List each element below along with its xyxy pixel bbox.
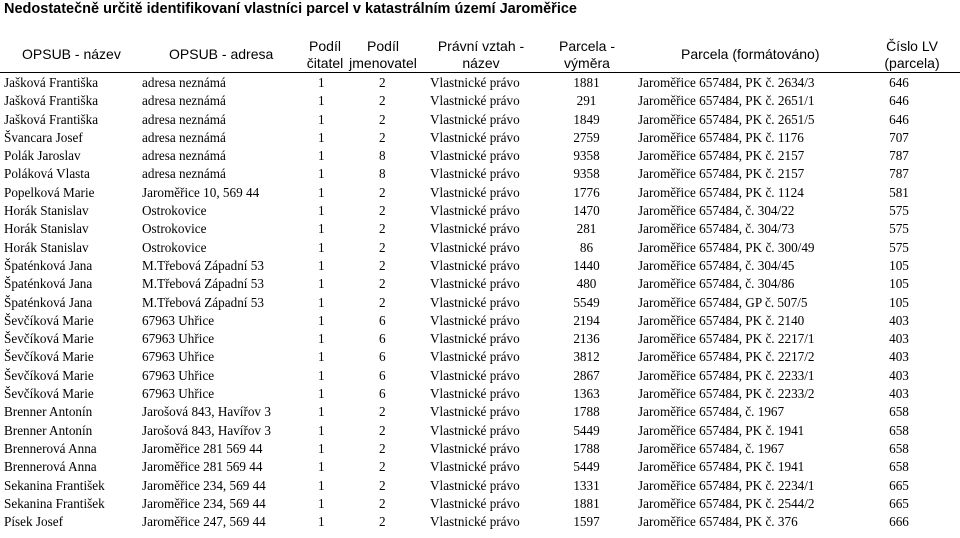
- header-share-denominator-2: jmenovatel: [349, 55, 417, 71]
- cell-parcel-formatted: Jaroměřice 657484, PK č. 2233/1: [638, 367, 815, 383]
- cell-legal-relation: Vlastnické právo: [430, 312, 520, 328]
- cell-owner-name: Ševčíková Marie: [4, 349, 94, 365]
- cell-parcel-formatted: Jaroměřice 657484, PK č. 2544/2: [638, 495, 815, 511]
- cell-lv-number: 105: [889, 276, 909, 292]
- cell-share-numerator: 1: [318, 276, 325, 292]
- cell-lv-number: 658: [889, 422, 909, 438]
- cell-parcel-formatted: Jaroměřice 657484, PK č. 2234/1: [638, 477, 815, 493]
- table-row: [0, 366, 960, 384]
- cell-lv-number: 105: [889, 257, 909, 273]
- cell-owner-address: Ostrokovice: [142, 239, 207, 255]
- cell-owner-address: 67963 Uhřice: [142, 386, 215, 402]
- cell-share-denominator: 8: [379, 166, 386, 182]
- cell-parcel-area: 281: [576, 221, 597, 237]
- cell-parcel-area: 1788: [573, 404, 600, 420]
- table-row: [0, 402, 960, 420]
- header-parcel-area-1: Parcela -: [558, 38, 616, 54]
- cell-parcel-area: 291: [576, 93, 597, 109]
- cell-owner-address: Ostrokovice: [142, 203, 207, 219]
- cell-lv-number: 403: [889, 349, 909, 365]
- cell-share-numerator: 1: [318, 404, 325, 420]
- cell-share-denominator: 2: [379, 422, 386, 438]
- header-share-numerator-2: čitatel: [306, 55, 344, 71]
- cell-owner-name: Písek Josef: [4, 514, 63, 530]
- cell-share-numerator: 1: [318, 349, 325, 365]
- cell-lv-number: 658: [889, 404, 909, 420]
- table-row: [0, 494, 960, 512]
- cell-share-denominator: 2: [379, 477, 386, 493]
- cell-legal-relation: Vlastnické právo: [430, 440, 520, 456]
- table-row: [0, 311, 960, 329]
- table-row: [0, 110, 960, 128]
- cell-owner-name: Ševčíková Marie: [4, 367, 94, 383]
- cell-share-numerator: 1: [318, 367, 325, 383]
- cell-owner-address: Jaroměřice 234, 569 44: [142, 477, 266, 493]
- cell-parcel-area: 2759: [573, 129, 600, 145]
- cell-share-numerator: 1: [318, 312, 325, 328]
- cell-owner-name: Sekanina František: [4, 495, 105, 511]
- table-row: [0, 293, 960, 311]
- cell-owner-address: 67963 Uhřice: [142, 331, 215, 347]
- cell-owner-name: Poláková Vlasta: [4, 166, 90, 182]
- cell-share-numerator: 1: [318, 440, 325, 456]
- cell-parcel-area: 5449: [573, 422, 600, 438]
- cell-parcel-area: 2136: [573, 331, 600, 347]
- cell-owner-name: Jašková Františka: [4, 111, 99, 127]
- cell-share-denominator: 2: [379, 221, 386, 237]
- cell-parcel-area: 5449: [573, 459, 600, 475]
- table-row: [0, 201, 960, 219]
- cell-parcel-area: 3812: [573, 349, 600, 365]
- cell-share-denominator: 2: [379, 495, 386, 511]
- cell-owner-address: M.Třebová Západní 53: [142, 276, 264, 292]
- cell-lv-number: 575: [889, 239, 909, 255]
- cell-owner-name: Ševčíková Marie: [4, 386, 94, 402]
- cell-legal-relation: Vlastnické právo: [430, 404, 520, 420]
- cell-parcel-formatted: Jaroměřice 657484, PK č. 1124: [638, 184, 804, 200]
- table-row: [0, 439, 960, 457]
- cell-share-numerator: 1: [318, 514, 325, 530]
- cell-owner-address: 67963 Uhřice: [142, 349, 215, 365]
- cell-owner-address: Jaroměřice 10, 569 44: [142, 184, 260, 200]
- cell-owner-address: adresa neznámá: [142, 148, 226, 164]
- cell-owner-address: Ostrokovice: [142, 221, 207, 237]
- table-row: [0, 256, 960, 274]
- cell-lv-number: 105: [889, 294, 909, 310]
- cell-lv-number: 658: [889, 440, 909, 456]
- cell-lv-number: 658: [889, 459, 909, 475]
- cell-share-numerator: 1: [318, 477, 325, 493]
- cell-owner-address: M.Třebová Západní 53: [142, 294, 264, 310]
- cell-share-numerator: 1: [318, 75, 325, 90]
- cell-legal-relation: Vlastnické právo: [430, 514, 520, 530]
- cell-owner-name: Brennerová Anna: [4, 440, 97, 456]
- cell-parcel-formatted: Jaroměřice 657484, č. 304/22: [638, 203, 795, 219]
- cell-parcel-formatted: Jaroměřice 657484, GP č. 507/5: [638, 294, 808, 310]
- cell-parcel-area: 1597: [573, 514, 600, 530]
- header-right-2: název: [462, 55, 500, 71]
- table-row: [0, 146, 960, 164]
- cell-parcel-area: 2867: [573, 367, 600, 383]
- cell-parcel-formatted: Jaroměřice 657484, PK č. 2217/1: [638, 331, 815, 347]
- table-row: [0, 274, 960, 292]
- cell-legal-relation: Vlastnické právo: [430, 129, 520, 145]
- cell-owner-address: adresa neznámá: [142, 75, 226, 90]
- cell-parcel-area: 1776: [573, 184, 600, 200]
- cell-owner-address: Jarošová 843, Havířov 3: [142, 404, 271, 420]
- cell-owner-address: adresa neznámá: [142, 111, 226, 127]
- cell-owner-name: Popelková Marie: [4, 184, 95, 200]
- cell-share-numerator: 1: [318, 184, 325, 200]
- cell-parcel-formatted: Jaroměřice 657484, PK č. 1941: [638, 459, 805, 475]
- cell-parcel-formatted: Jaroměřice 657484, č. 1967: [638, 404, 785, 420]
- cell-share-numerator: 1: [318, 93, 325, 109]
- table-row: [0, 91, 960, 109]
- cell-share-denominator: 2: [379, 514, 386, 530]
- cell-parcel-formatted: Jaroměřice 657484, PK č. 2634/3: [638, 75, 815, 90]
- cell-owner-address: Jarošová 843, Havířov 3: [142, 422, 271, 438]
- cell-share-numerator: 1: [318, 386, 325, 402]
- cell-parcel-formatted: Jaroměřice 657484, PK č. 1176: [638, 129, 804, 145]
- cell-legal-relation: Vlastnické právo: [430, 239, 520, 255]
- cell-parcel-formatted: Jaroměřice 657484, PK č. 2157: [638, 148, 805, 164]
- cell-parcel-formatted: Jaroměřice 657484, PK č. 376: [638, 514, 798, 530]
- table-header: [0, 38, 960, 72]
- table-row: [0, 476, 960, 494]
- cell-parcel-area: 5549: [573, 294, 600, 310]
- cell-share-numerator: 1: [318, 422, 325, 438]
- cell-parcel-area: 1788: [573, 440, 600, 456]
- cell-parcel-area: 480: [576, 276, 597, 292]
- cell-legal-relation: Vlastnické právo: [430, 477, 520, 493]
- cell-share-numerator: 1: [318, 203, 325, 219]
- cell-legal-relation: Vlastnické právo: [430, 495, 520, 511]
- table-row: [0, 73, 960, 91]
- cell-owner-name: Brenner Antonín: [4, 404, 93, 420]
- cell-parcel-formatted: Jaroměřice 657484, PK č. 2157: [638, 166, 805, 182]
- cell-legal-relation: Vlastnické právo: [430, 294, 520, 310]
- cell-owner-address: adresa neznámá: [142, 166, 226, 182]
- cell-legal-relation: Vlastnické právo: [430, 422, 520, 438]
- cell-share-numerator: 1: [318, 495, 325, 511]
- cell-owner-address: Jaroměřice 281 569 44: [142, 459, 263, 475]
- cell-parcel-formatted: Jaroměřice 657484, PK č. 1941: [638, 422, 805, 438]
- cell-legal-relation: Vlastnické právo: [430, 203, 520, 219]
- cell-lv-number: 403: [889, 331, 909, 347]
- cell-owner-name: Polák Jaroslav: [4, 148, 81, 164]
- cell-share-denominator: 2: [379, 294, 386, 310]
- cell-lv-number: 646: [889, 75, 909, 90]
- table-row: [0, 238, 960, 256]
- cell-legal-relation: Vlastnické právo: [430, 459, 520, 475]
- cell-legal-relation: Vlastnické právo: [430, 221, 520, 237]
- cell-lv-number: 787: [889, 166, 909, 182]
- cell-lv-number: 581: [889, 184, 909, 200]
- table-row: [0, 128, 960, 146]
- table-row: [0, 421, 960, 439]
- cell-parcel-area: 1881: [573, 495, 600, 511]
- cell-share-numerator: 1: [318, 331, 325, 347]
- cell-legal-relation: Vlastnické právo: [430, 111, 520, 127]
- cell-parcel-area: 1470: [573, 203, 600, 219]
- cell-lv-number: 403: [889, 386, 909, 402]
- cell-parcel-formatted: Jaroměřice 657484, č. 304/86: [638, 276, 795, 292]
- header-parcel-formatted: Parcela (formátováno): [681, 46, 820, 62]
- cell-legal-relation: Vlastnické právo: [430, 331, 520, 347]
- cell-share-numerator: 1: [318, 239, 325, 255]
- cell-share-denominator: 2: [379, 440, 386, 456]
- cell-share-denominator: 2: [379, 257, 386, 273]
- cell-legal-relation: Vlastnické právo: [430, 166, 520, 182]
- cell-share-denominator: 6: [379, 349, 386, 365]
- cell-owner-name: Horák Stanislav: [4, 203, 89, 219]
- cell-legal-relation: Vlastnické právo: [430, 93, 520, 109]
- cell-owner-address: Jaroměřice 281 569 44: [142, 440, 263, 456]
- cell-legal-relation: Vlastnické právo: [430, 257, 520, 273]
- cell-parcel-formatted: Jaroměřice 657484, č. 304/73: [638, 221, 795, 237]
- table-row: [0, 347, 960, 365]
- cell-owner-address: adresa neznámá: [142, 129, 226, 145]
- cell-owner-name: Horák Stanislav: [4, 221, 89, 237]
- cell-parcel-formatted: Jaroměřice 657484, PK č. 2217/2: [638, 349, 815, 365]
- cell-owner-address: Jaroměřice 234, 569 44: [142, 495, 266, 511]
- table-row: [0, 183, 960, 201]
- cell-parcel-area: 86: [579, 239, 594, 255]
- cell-parcel-formatted: Jaroměřice 657484, PK č. 2233/2: [638, 386, 815, 402]
- cell-parcel-area: 1363: [573, 386, 600, 402]
- cell-owner-address: Jaroměřice 247, 569 44: [142, 514, 266, 530]
- cell-owner-name: Sekanina František: [4, 477, 105, 493]
- cell-lv-number: 666: [889, 514, 909, 530]
- cell-parcel-area: 2194: [573, 312, 600, 328]
- cell-share-denominator: 2: [379, 459, 386, 475]
- cell-share-numerator: 1: [318, 129, 325, 145]
- cell-parcel-formatted: Jaroměřice 657484, č. 304/45: [638, 257, 795, 273]
- cell-share-denominator: 8: [379, 148, 386, 164]
- cell-share-denominator: 2: [379, 93, 386, 109]
- cell-owner-name: Švancara Josef: [4, 129, 83, 145]
- cell-parcel-formatted: Jaroměřice 657484, PK č. 300/49: [638, 239, 815, 255]
- header-share-denominator-1: Podíl: [367, 38, 399, 54]
- cell-lv-number: 665: [889, 495, 909, 511]
- cell-lv-number: 787: [889, 148, 909, 164]
- cell-share-denominator: 6: [379, 367, 386, 383]
- cell-share-denominator: 2: [379, 129, 386, 145]
- cell-owner-address: 67963 Uhřice: [142, 312, 215, 328]
- cell-owner-name: Brennerová Anna: [4, 459, 97, 475]
- cell-share-numerator: 1: [318, 221, 325, 237]
- cell-share-denominator: 2: [379, 239, 386, 255]
- cell-owner-name: Špaténková Jana: [4, 294, 93, 310]
- cell-parcel-formatted: Jaroměřice 657484, PK č. 2651/1: [638, 93, 815, 109]
- header-opsub-name: OPSUB - název: [22, 46, 121, 62]
- cell-lv-number: 575: [889, 221, 909, 237]
- cell-owner-name: Horák Stanislav: [4, 239, 89, 255]
- cell-parcel-formatted: Jaroměřice 657484, PK č. 2140: [638, 312, 805, 328]
- cell-parcel-area: 1331: [573, 477, 600, 493]
- cell-legal-relation: Vlastnické právo: [430, 184, 520, 200]
- cell-lv-number: 403: [889, 312, 909, 328]
- cell-legal-relation: Vlastnické právo: [430, 367, 520, 383]
- header-share-numerator-1: Podíl: [309, 38, 341, 54]
- cell-share-numerator: 1: [318, 257, 325, 273]
- cell-lv-number: 403: [889, 367, 909, 383]
- cell-share-denominator: 2: [379, 203, 386, 219]
- table-body: [0, 73, 960, 530]
- cell-owner-name: Ševčíková Marie: [4, 312, 94, 328]
- cell-legal-relation: Vlastnické právo: [430, 276, 520, 292]
- cell-parcel-area: 1849: [573, 111, 600, 127]
- cell-owner-name: Jašková Františka: [4, 93, 99, 109]
- cell-lv-number: 707: [889, 129, 909, 145]
- table-row: [0, 219, 960, 237]
- cell-parcel-area: 9358: [573, 166, 600, 182]
- cell-share-denominator: 2: [379, 404, 386, 420]
- cell-share-numerator: 1: [318, 459, 325, 475]
- cell-parcel-area: 1881: [573, 75, 600, 90]
- cell-lv-number: 646: [889, 93, 909, 109]
- cell-owner-name: Brenner Antonín: [4, 422, 93, 438]
- cell-parcel-area: 9358: [573, 148, 600, 164]
- cell-owner-name: Špaténková Jana: [4, 257, 93, 273]
- table-row: [0, 512, 960, 530]
- table-row: [0, 164, 960, 182]
- cell-owner-name: Špaténková Jana: [4, 276, 93, 292]
- table-row: [0, 384, 960, 402]
- cell-share-denominator: 2: [379, 184, 386, 200]
- cell-share-denominator: 2: [379, 111, 386, 127]
- cell-share-numerator: 1: [318, 294, 325, 310]
- cell-lv-number: 575: [889, 203, 909, 219]
- cell-parcel-formatted: Jaroměřice 657484, PK č. 2651/5: [638, 111, 815, 127]
- header-right-1: Právní vztah -: [437, 38, 525, 54]
- cell-share-numerator: 1: [318, 148, 325, 164]
- cell-legal-relation: Vlastnické právo: [430, 349, 520, 365]
- table-row: [0, 457, 960, 475]
- cell-legal-relation: Vlastnické právo: [430, 75, 520, 90]
- cell-share-numerator: 1: [318, 111, 325, 127]
- table-row: [0, 329, 960, 347]
- cell-share-numerator: 1: [318, 166, 325, 182]
- cell-parcel-formatted: Jaroměřice 657484, č. 1967: [638, 440, 785, 456]
- cell-owner-address: 67963 Uhřice: [142, 367, 215, 383]
- cell-share-denominator: 2: [379, 75, 386, 90]
- cell-lv-number: 646: [889, 111, 909, 127]
- cell-owner-name: Jašková Františka: [4, 75, 99, 90]
- header-lv-2: (parcela): [884, 55, 940, 71]
- cell-share-denominator: 6: [379, 312, 386, 328]
- cell-owner-address: adresa neznámá: [142, 93, 226, 109]
- header-parcel-area-2: výměra: [564, 55, 610, 71]
- cell-parcel-area: 1440: [573, 257, 600, 273]
- cell-legal-relation: Vlastnické právo: [430, 148, 520, 164]
- cell-legal-relation: Vlastnické právo: [430, 386, 520, 402]
- header-lv-1: Číslo LV: [886, 38, 938, 54]
- cell-owner-address: M.Třebová Západní 53: [142, 257, 264, 273]
- cell-share-denominator: 6: [379, 386, 386, 402]
- page-title: Nedostatečně určitě identifikovaní vlastníci parcel v katastrálním území Jaroměřice: [4, 1, 577, 17]
- cell-lv-number: 665: [889, 477, 909, 493]
- cell-owner-name: Ševčíková Marie: [4, 331, 94, 347]
- cell-share-denominator: 6: [379, 331, 386, 347]
- cell-share-denominator: 2: [379, 276, 386, 292]
- header-opsub-address: OPSUB - adresa: [169, 46, 274, 62]
